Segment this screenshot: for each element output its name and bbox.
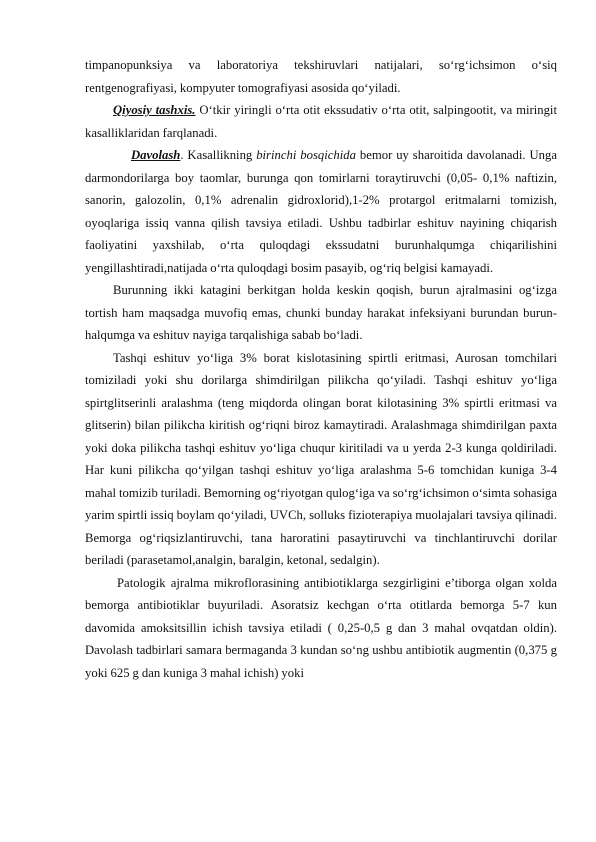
paragraph-text: bemor uy sharoitida davolanadi. Unga darmondorilarga boy taomlar, burunga qon tomirlarni toraytiruvchi (0,05- 0,1% naftizin, sanorin, galozolin, 0,1% adrenalin gidroxlorid),1-2% protargol eritmalarni tomizish, oyoqlariga issiq vanna qilish tavsiya etiladi. Ushbu tadbirlar eshituv nayining chiqarish faoliyatini yaxshilab, o‘rta quloqdagi ekssudatni burunhalqumga chiqarilishini yengillashtiradi,natijada o‘rta quloqdagi bosim pasayib, og‘riq belgisi kamayadi. — [85, 148, 557, 275]
paragraph-treatment — [85, 144, 557, 279]
document-body — [85, 54, 557, 684]
paragraph-diagnosis-methods — [85, 54, 557, 99]
stage-italic-text: birinchi bosqichida — [256, 148, 356, 162]
paragraph-text: Tashqi eshituv yo‘liga 3% borat kislotasining spirtli eritmasi, Aurosan tomchilari tomiziladi yoki shu dorilarga shimdirilgan pilikcha qo‘yiladi. Tashqi eshituv yo‘liga spirtglitserinli aralashma (teng miqdorda olingan borat kilotasining 3% spirtli eritmasi va glitserin) bilan pilikcha kiritish og‘riqni biroz kamaytiradi. Aralashmaga shimdirilgan paxta yoki doka pilikcha tashqi eshituv yo‘liga chuqur kiritiladi va u yerda 2-3 kunga qoldiriladi. Har kuni pilikcha qo‘yilgan tashqi eshituv yo‘liga aralashma 5-6 tomchidan kuniga 3-4 mahal tomizib turiladi. Bemorning og‘riyotgan qulog‘iga va so‘rg‘ichsimon o‘simta sohasiga yarim spirtli issiq boylam qo‘yiladi, UVCh, solluks fizioterapiya muolajalari tavsiya qilinadi. Bemorga og‘riqsizlantiruvchi, tana haroratini pasaytiruvchi va tinchlantiruvchi dorilar beriladi (parasetamol,analgin, baralgin, ketonal, sedalgin). — [85, 350, 557, 567]
paragraph-antibiotics — [85, 572, 557, 685]
paragraph-nose-blowing — [85, 279, 557, 347]
section-heading-treatment: Davolash — [131, 148, 181, 162]
heading-separator: . Kasallikning — [180, 148, 257, 162]
paragraph-text: Patologik ajralma mikroflorasining antibiotiklarga sezgirligini e’tiborga olgan xolda bemorga antibiotiklar buyuriladi. Asoratsiz kechgan o‘rta otitlarda bemorga 5-7 kun davomida amoksitsillin ichish tavsiya etiladi ( 0,25-0,5 g dan 3 mahal ovqatdan oldin). Davolash tadbirlari samara bermaganda 3 kundan so‘ng ushbu antibiotik augmentin (0,375 g yoki 625 g dan kuniga 3 mahal ichish) yoki — [85, 575, 557, 680]
paragraph-differential-diagnosis — [85, 99, 557, 144]
section-heading-differential: Qiyosiy tashxis. — [113, 103, 196, 117]
paragraph-text: Burunning ikki katagini berkitgan holda keskin qoqish, burun ajralmasini og‘izga tortish ham maqsadga muvofiq emas, chunki bunday harakat infeksiyani burundan burun-halqumga va eshituv nayiga tarqalishiga sabab bo‘ladi. — [85, 283, 557, 342]
paragraph-text: O‘tkir yiringli o‘rta otit ekssudativ o‘rta otit, salpingootit, va miringit kasalliklaridan farqlanadi. — [85, 103, 557, 140]
paragraph-text: timpanopunksiya va laboratoriya tekshiruvlari natijalari, so‘rg‘ichsimon o‘siq rentgenografiyasi, kompyuter tomografiyasi asosida qo‘yiladi. — [85, 58, 557, 95]
paragraph-ear-drops — [85, 347, 557, 572]
